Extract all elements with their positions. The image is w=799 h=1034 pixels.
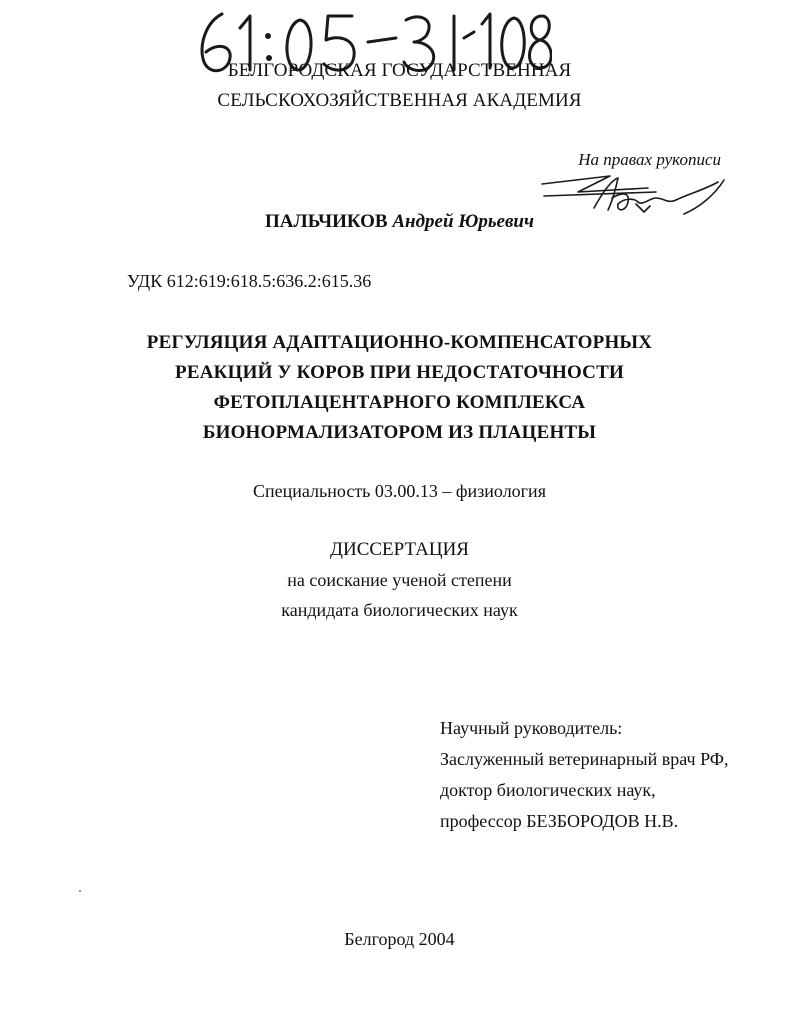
city-year: Белгород 2004: [344, 929, 455, 949]
title-line-3: ФЕТОПЛАЦЕНТАРНОГО КОМПЛЕКСА: [213, 392, 586, 413]
supervisor-line-3: профессор БЕЗБОРОДОВ Н.В.: [440, 811, 679, 831]
supervisor-line-1: Заслуженный ветеринарный врач РФ,: [440, 749, 729, 769]
work-type-line-2: кандидата биологических наук: [281, 600, 518, 620]
udk-code: УДК 612:619:618.5:636.2:615.36: [127, 271, 372, 291]
title-line-1: РЕГУЛЯЦИЯ АДАПТАЦИОННО-КОМПЕНСАТОРНЫХ: [146, 332, 653, 353]
title-line-4: БИОНОРМАЛИЗАТОРОМ ИЗ ПЛАЦЕНТЫ: [202, 422, 597, 443]
institution-line-2: СЕЛЬСКОХОЗЯЙСТВЕННАЯ АКАДЕМИЯ: [217, 90, 582, 111]
supervisor-line-2: доктор биологических наук,: [440, 780, 656, 800]
author-given-names: Андрей Юрьевич: [392, 211, 534, 232]
author-surname: ПАЛЬЧИКОВ: [265, 211, 388, 232]
work-type-label: ДИССЕРТАЦИЯ: [330, 539, 469, 560]
institution-line-1: БЕЛГОРОДСКАЯ ГОСУДАРСТВЕННАЯ: [227, 60, 572, 81]
specialty: Специальность 03.00.13 – физиология: [253, 481, 546, 501]
rights-note: На правах рукописи: [578, 150, 721, 169]
supervisor-heading: Научный руководитель:: [440, 718, 623, 738]
work-type-line-1: на соискание ученой степени: [287, 570, 512, 590]
scan-speck: [79, 890, 81, 892]
title-line-2: РЕАКЦИЙ У КОРОВ ПРИ НЕДОСТАТОЧНОСТИ: [175, 362, 624, 383]
author-name: [0, 211, 799, 233]
